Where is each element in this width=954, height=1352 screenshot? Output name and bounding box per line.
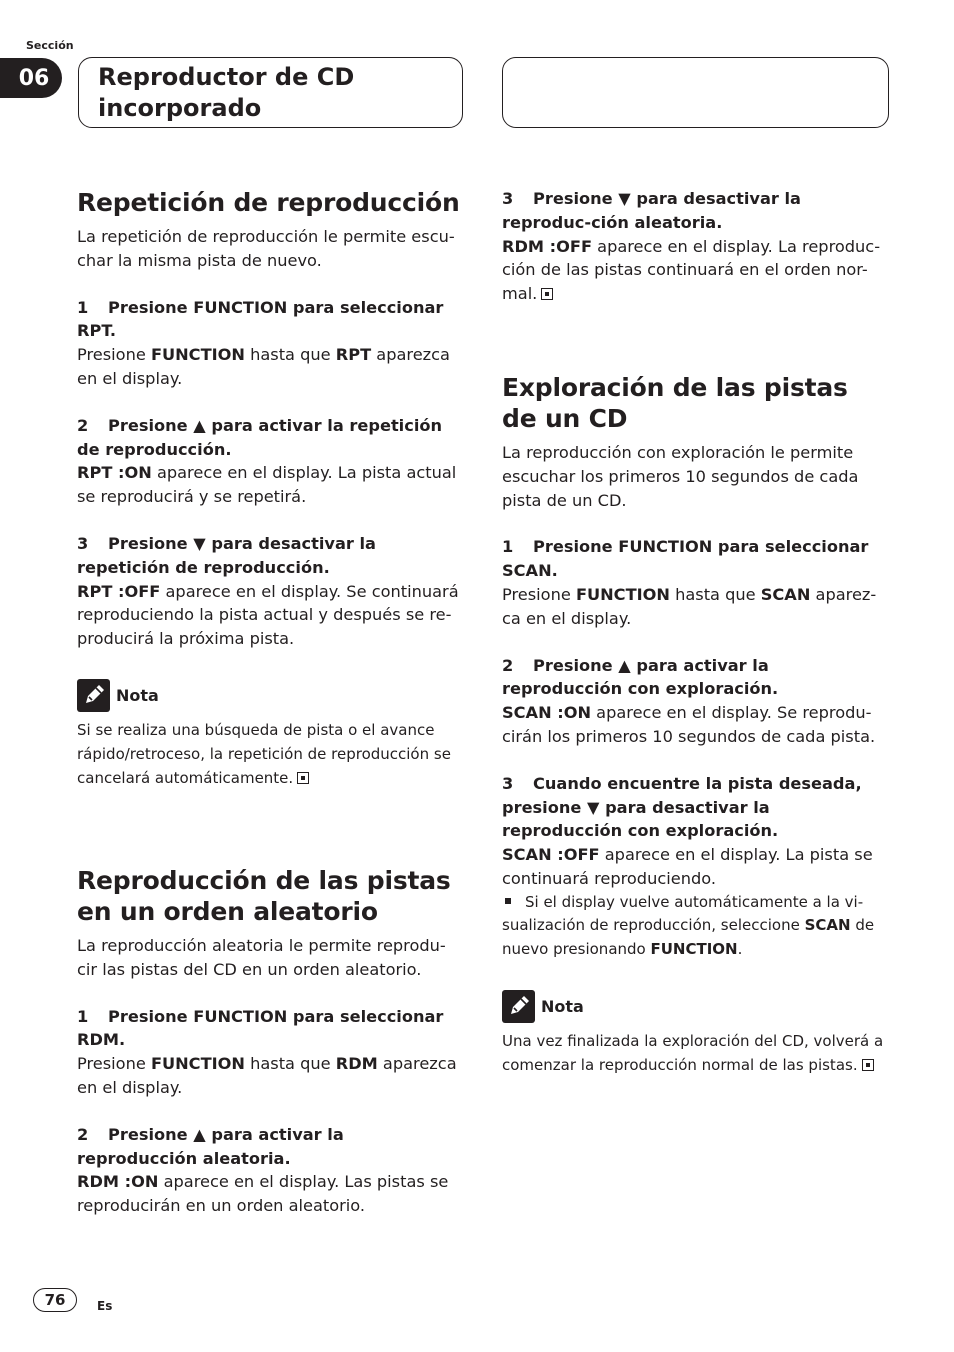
random-step2-body <box>77 1170 465 1218</box>
note-label: Nota <box>116 685 159 705</box>
display-name: SCAN <box>760 584 811 604</box>
body-text: aparece en el display. La pista actual se reproducirá y se repetirá. <box>77 463 457 507</box>
body-text: hasta que <box>244 1054 336 1074</box>
scan-step2-body <box>502 701 890 749</box>
end-mark-icon <box>541 288 553 300</box>
button-name: FUNCTION <box>150 345 245 365</box>
step-number: 3 <box>502 189 514 208</box>
end-mark-icon <box>862 1059 874 1071</box>
step-title-text: Presione ▼ para desactivar la reproduc-ción aleatoria. <box>502 189 801 232</box>
repeat-intro: La repetición de reproducción le permite escu-char la misma pista de nuevo. <box>77 227 455 270</box>
left-column <box>77 182 465 1218</box>
body-text: Presione <box>502 584 576 604</box>
random-step3-body <box>502 235 890 306</box>
step-title-text: Presione FUNCTION para seleccionar RPT. <box>77 297 444 341</box>
step-title-text: Presione FUNCTION para seleccionar RDM. <box>77 1006 444 1050</box>
chapter-title <box>98 62 462 124</box>
step-title-text: Presione ▲ para activar la reproducción con exploración. <box>502 655 779 699</box>
repeat-note-text <box>77 718 465 790</box>
random-intro: La reproducción aleatoria le permite reprodu-cir las pistas del CD en un orden aleatorio. <box>77 935 446 979</box>
note-pencil-icon <box>77 679 110 712</box>
body-text: aparece en el display. La reproduc-ción de las pistas continuará en el orden nor-mal. <box>502 236 881 304</box>
body-text: aparezca en el display. <box>77 1054 457 1097</box>
random-step1-body <box>77 1052 465 1100</box>
body-text: aparece en el display. Se continuará reproduciendo la pista actual y después se re-producirá la próxima pista. <box>77 581 459 649</box>
note-body: Una vez finalizada la exploración del CD, volverá a comenzar la reproducción normal de las pistas. <box>502 1031 884 1074</box>
button-name: FUNCTION <box>575 584 670 604</box>
random-heading: Reproducción de las pistas en un orden aleatorio <box>77 865 451 926</box>
body-text: de nuevo presionando <box>502 916 875 958</box>
repeat-step3-title <box>77 532 465 580</box>
display-name: RDM :ON <box>77 1172 159 1192</box>
display-name: RPT <box>335 345 372 365</box>
display-name: RDM :OFF <box>502 236 592 256</box>
step-number: 2 <box>77 1124 89 1144</box>
button-name: FUNCTION <box>150 1054 245 1074</box>
end-mark-icon <box>297 772 309 784</box>
repeat-step2-title <box>77 414 465 462</box>
step-title-text: Presione ▲ para activar la reproducción aleatoria. <box>77 1124 344 1168</box>
empty-header-box <box>502 57 889 128</box>
display-name: RPT :ON <box>77 463 152 483</box>
display-name: SCAN :OFF <box>502 845 600 865</box>
step-number: 1 <box>77 297 89 317</box>
body-text: Presione <box>77 1054 151 1074</box>
repeat-step2-body <box>77 461 465 509</box>
random-step1-title <box>77 1005 465 1053</box>
body-text: aparece en el display. La pista se continuará reproduciendo. <box>502 845 873 888</box>
page-number: 76 <box>33 1288 77 1312</box>
note-label: Nota <box>541 996 584 1016</box>
step-number: 1 <box>502 537 514 557</box>
scan-note-text <box>502 1029 890 1077</box>
section-label: Sección <box>26 39 74 52</box>
body-text: aparez-ca en el display. <box>502 584 877 628</box>
body-text: hasta que <box>669 584 761 604</box>
button-name: FUNCTION <box>650 939 738 958</box>
note-body: Si se realiza una búsqueda de pista o el avance rápido/retroceso, la repetición de reproducción se cancelará automáticamente. <box>77 720 451 787</box>
note-pencil-icon <box>502 990 535 1023</box>
right-column <box>502 187 890 1077</box>
body-text: aparece en el display. Las pistas se reproducirán en un orden aleatorio. <box>77 1172 449 1216</box>
display-name: SCAN <box>804 916 851 935</box>
display-name: RPT :OFF <box>77 581 161 601</box>
scan-intro: La reproducción con exploración le permite escuchar los primeros 10 segundos de cada pista de un CD. <box>502 442 859 510</box>
step-number: 2 <box>77 415 89 435</box>
body-text: hasta que <box>244 345 336 365</box>
step-title-text: Presione FUNCTION para seleccionar SCAN. <box>502 537 869 581</box>
step-title-text: Cuando encuentre la pista deseada, presione ▼ para desactivar la reproducción con exploración. <box>502 773 862 841</box>
scan-step1-body <box>502 583 890 631</box>
chapter-title-box <box>78 57 463 128</box>
step-number: 1 <box>77 1006 89 1026</box>
repeat-step1-title <box>77 296 465 344</box>
scan-bullet <box>502 891 890 962</box>
body-text: aparezca en el display. <box>77 345 450 388</box>
step-number: 3 <box>502 773 514 793</box>
scan-step2-title <box>502 654 890 702</box>
section-number-tab: 06 <box>0 58 62 98</box>
random-step2-title <box>77 1123 465 1171</box>
body-text: Presione <box>77 345 151 365</box>
scan-note-head <box>502 990 890 1023</box>
body-text: Si el display vuelve automáticamente a la vi-sualización de reproducción, seleccione <box>502 892 864 935</box>
scan-step1-title <box>502 535 890 583</box>
display-name: RDM <box>335 1054 378 1074</box>
repeat-step3-body <box>77 580 465 651</box>
body-text: aparece en el display. Se reprodu-cirán los primeros 10 segundos de cada pista. <box>502 703 876 746</box>
chapter-title-line1: Reproductor de CD <box>98 63 355 91</box>
repeat-note-head <box>77 679 465 712</box>
step-title-text: Presione ▲ para activar la repetición de reproducción. <box>77 415 443 459</box>
random-step3-title <box>502 187 890 235</box>
display-name: SCAN :ON <box>502 703 592 723</box>
scan-step3-body <box>502 843 890 891</box>
language-code: Es <box>97 1299 113 1313</box>
repeat-step1-body <box>77 343 465 391</box>
body-text: . <box>737 939 743 958</box>
step-title-text: Presione ▼ para desactivar la repetición de reproducción. <box>77 533 376 577</box>
repeat-heading: Repetición de reproducción <box>77 188 460 217</box>
step-number: 2 <box>502 655 514 675</box>
chapter-title-line2: incorporado <box>98 94 262 122</box>
step-number: 3 <box>77 533 89 553</box>
scan-heading: Exploración de las pistas de un CD <box>502 372 848 433</box>
bullet-square-icon <box>505 898 511 904</box>
scan-step3-title <box>502 772 890 843</box>
